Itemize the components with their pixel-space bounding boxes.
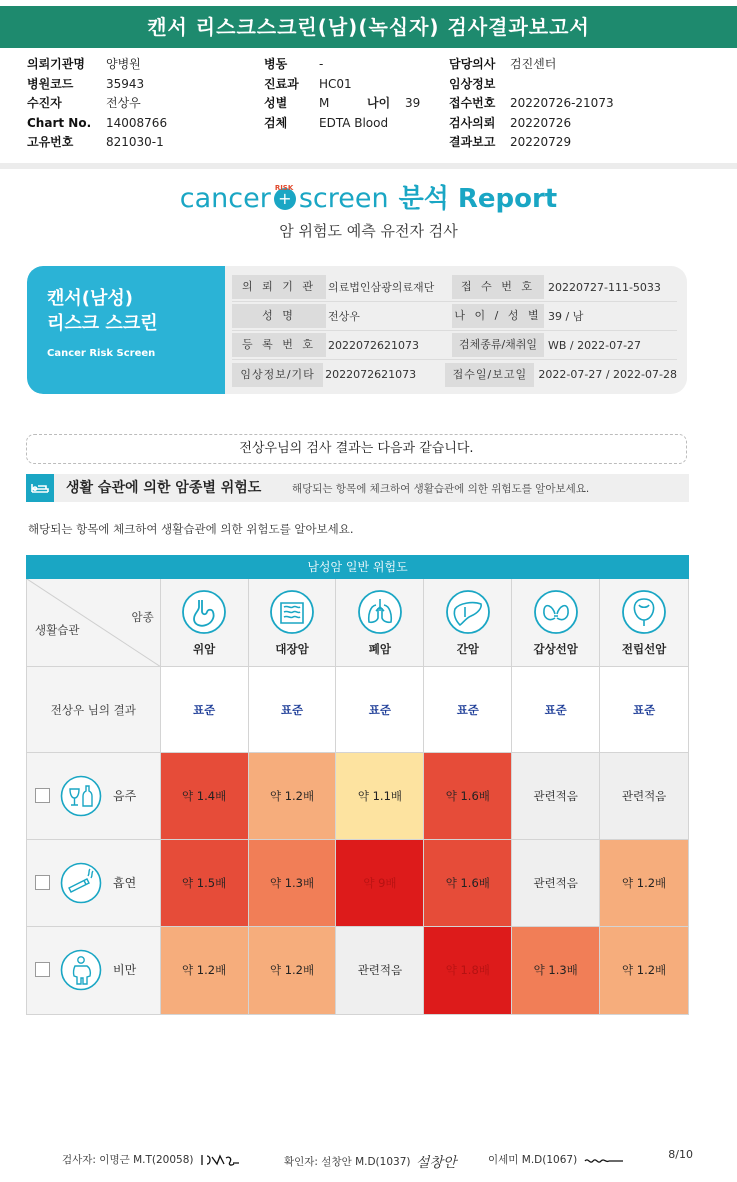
habit-name: 비만	[113, 963, 137, 977]
habit-name: 음주	[113, 789, 137, 803]
risk-cell: 약 1.6배	[424, 753, 512, 840]
risk-cell: 약 1.2배	[600, 927, 688, 1014]
info-label: 임상정보/기타	[232, 363, 323, 387]
info-value: 2022-07-27 / 2022-07-28	[538, 368, 677, 381]
meta-label: 병원코드	[27, 76, 74, 91]
habit-name: 흡연	[113, 876, 137, 890]
table-corner	[27, 579, 161, 667]
obesity-checkbox[interactable]	[35, 962, 50, 977]
third-name: 이세미 M.D(1067)	[488, 1154, 578, 1166]
meta-label: 의뢰기관명	[27, 57, 85, 71]
meta-label: 병동	[264, 57, 288, 71]
info-grid	[232, 273, 677, 389]
section-title: 생활 습관에 의한 암종별 위험도	[66, 480, 262, 496]
alcohol-icon	[60, 775, 102, 817]
meta-value: 20220726	[510, 115, 572, 130]
cancer-label: 폐암	[368, 642, 392, 656]
meta-label: Chart No.	[27, 115, 92, 130]
meta-col-2	[264, 55, 420, 133]
confirmer-signature: 설창안	[415, 1155, 457, 1171]
result-cell: 표준	[512, 667, 600, 753]
risk-cell: 약 1.5배	[161, 840, 249, 927]
confirmer-sign	[284, 1152, 456, 1172]
meta-label: 고유번호	[27, 135, 74, 149]
risk-cell: 약 1.6배	[424, 840, 512, 927]
habit-row-obesity	[27, 927, 688, 1014]
risk-cell: 관련적음	[336, 927, 424, 1014]
risk-cell: 약 1.2배	[249, 927, 337, 1014]
brand-logo	[0, 178, 737, 218]
result-cell: 표준	[600, 667, 688, 753]
cancer-label: 대장암	[275, 642, 309, 656]
info-row	[232, 273, 677, 302]
info-row	[232, 302, 677, 331]
result-cell: 표준	[161, 667, 249, 753]
meta-col-1	[27, 55, 167, 153]
meta-value: M	[319, 96, 330, 110]
drinking-checkbox[interactable]	[35, 788, 50, 803]
risk-cell: 약 1.2배	[161, 927, 249, 1014]
result-intro: 전상우님의 검사 결과는 다음과 같습니다.	[26, 434, 687, 464]
corner-cancer-label: 암종	[131, 610, 154, 624]
third-sign	[488, 1152, 625, 1167]
risk-grid	[26, 579, 689, 1015]
habit-row-drinking	[27, 753, 688, 840]
plus-icon: RISK +	[274, 188, 296, 210]
cancer-head-liver	[424, 579, 512, 667]
meta-value: EDTA Blood	[319, 115, 389, 130]
brand-word-cancer: cancer	[179, 183, 271, 214]
meta-value: 14008766	[106, 115, 168, 130]
table-title: 남성암 일반 위험도	[26, 555, 689, 579]
risk-cell: 약 1.3배	[249, 840, 337, 927]
risk-cell: 약 1.4배	[161, 753, 249, 840]
info-value: WB / 2022-07-27	[548, 338, 642, 352]
liver-icon	[445, 589, 491, 635]
banner-title-1: 캔서(남성)	[47, 288, 134, 309]
meta-value: 전상우	[106, 96, 141, 110]
cigarette-icon	[60, 862, 102, 904]
prostate-icon	[621, 589, 667, 635]
age-value: 39	[405, 96, 421, 110]
patient-info-card	[27, 266, 687, 394]
brand-word-screen: screen	[298, 183, 389, 214]
risk-cell: 약 1.3배	[512, 927, 600, 1014]
header-row	[27, 579, 688, 667]
info-label: 접수일/보고일	[445, 363, 534, 387]
meta-label: 검체	[264, 115, 288, 130]
meta-value: HC01	[319, 76, 352, 91]
result-row	[27, 667, 688, 753]
cancer-label: 갑상선암	[533, 642, 578, 656]
habit-row-smoking	[27, 840, 688, 927]
smoking-checkbox[interactable]	[35, 875, 50, 890]
risk-table	[26, 555, 689, 1015]
habit-label	[27, 840, 161, 927]
info-value: 39 / 남	[548, 310, 584, 323]
meta-value: 양병원	[106, 57, 141, 71]
meta-value: 35943	[106, 76, 145, 91]
info-value: 전상우	[328, 310, 360, 323]
intestine-icon	[269, 589, 315, 635]
section-note: 해당되는 항목에 체크하여 생활습관에 의한 위험도를 알아보세요.	[292, 483, 590, 495]
info-label: 등 록 번 호	[232, 333, 326, 357]
cancer-head-colon	[249, 579, 337, 667]
result-cell: 표준	[424, 667, 512, 753]
info-value: 2022072621073	[328, 338, 419, 352]
meta-label: 접수번호	[449, 96, 496, 110]
info-label: 나 이 / 성 별	[452, 304, 544, 328]
section-divider	[0, 163, 737, 169]
examiner-signature	[199, 1152, 241, 1168]
examiner-name: 검사자: 이명근 M.T(20058)	[62, 1154, 194, 1166]
meta-value: -	[319, 57, 324, 71]
risk-cell: 약 9배	[336, 840, 424, 927]
habit-label	[27, 753, 161, 840]
patient-result-label: 전상우 님의 결과	[27, 667, 161, 753]
result-cell: 표준	[336, 667, 424, 753]
cancer-label: 위암	[193, 642, 216, 656]
risk-cell: 약 1.2배	[600, 840, 688, 927]
cancer-head-prostate	[600, 579, 688, 667]
risk-cell: 약 1.8배	[424, 927, 512, 1014]
confirmer-name: 확인자: 설창안 M.D(1037)	[284, 1156, 411, 1168]
meta-col-3	[449, 55, 614, 153]
meta-label: 결과보고	[449, 135, 496, 149]
cancer-label: 전립선암	[621, 642, 667, 656]
instruction-text: 해당되는 항목에 체크하여 생활습관에 의한 위험도를 알아보세요.	[28, 522, 354, 536]
risk-cell: 관련적음	[600, 753, 688, 840]
result-cell: 표준	[249, 667, 337, 753]
meta-label: 수진자	[27, 96, 62, 110]
meta-label: 성별	[264, 96, 288, 110]
banner-title-2: 리스크 스크린	[47, 313, 158, 334]
info-label: 성 명	[232, 304, 326, 328]
corner-habit-label: 생활습관	[35, 623, 80, 637]
thyroid-icon	[533, 589, 579, 635]
stomach-icon	[181, 589, 227, 635]
info-value: 의료법인삼광의료재단	[328, 281, 435, 294]
banner-subtitle: Cancer Risk Screen	[47, 348, 156, 359]
meta-label: 검사의뢰	[449, 115, 496, 130]
age-label: 나이	[367, 96, 391, 110]
meta-value: 검진센터	[510, 57, 557, 71]
risk-cell: 관련적음	[512, 753, 600, 840]
meta-label: 임상정보	[449, 76, 496, 91]
risk-cell: 관련적음	[512, 840, 600, 927]
page-number: 8/10	[668, 1148, 693, 1161]
section-header	[26, 474, 689, 502]
risk-cell: 약 1.1배	[336, 753, 424, 840]
info-value: 2022072621073	[325, 368, 417, 381]
info-row	[232, 360, 677, 389]
meta-label: 진료과	[264, 76, 299, 91]
risk-cell: 약 1.2배	[249, 753, 337, 840]
info-banner	[27, 266, 225, 394]
meta-label: 담당의사	[449, 57, 496, 71]
lungs-icon	[357, 589, 403, 635]
meta-value: 20220726-21073	[510, 96, 614, 110]
patient-meta	[0, 55, 737, 155]
info-value: 20220727-111-5033	[548, 280, 661, 294]
info-row	[232, 331, 677, 360]
report-subtitle: 암 위험도 예측 유전자 검사	[279, 222, 458, 240]
examiner-sign	[62, 1152, 241, 1168]
meta-value: 20220729	[510, 135, 572, 149]
obesity-person-icon	[60, 949, 102, 991]
info-label: 의 뢰 기 관	[232, 275, 326, 299]
info-label: 접 수 번 호	[452, 275, 544, 299]
habit-label	[27, 927, 161, 1014]
brand-report: 분석 Report	[398, 184, 558, 214]
report-title: 캔서 리스크스크린(남)(녹십자) 검사결과보고서	[0, 6, 737, 48]
info-label: 검체종류/채취일	[452, 333, 544, 357]
brand-risk-tag: RISK	[274, 184, 294, 192]
cancer-head-stomach	[161, 579, 249, 667]
third-signature	[583, 1153, 625, 1167]
cancer-label: 간암	[456, 642, 479, 656]
cancer-head-lung	[336, 579, 424, 667]
meta-value: 821030-1	[106, 135, 164, 149]
cancer-head-thyroid	[512, 579, 600, 667]
report-footer	[0, 1144, 737, 1174]
bed-icon	[26, 474, 54, 502]
